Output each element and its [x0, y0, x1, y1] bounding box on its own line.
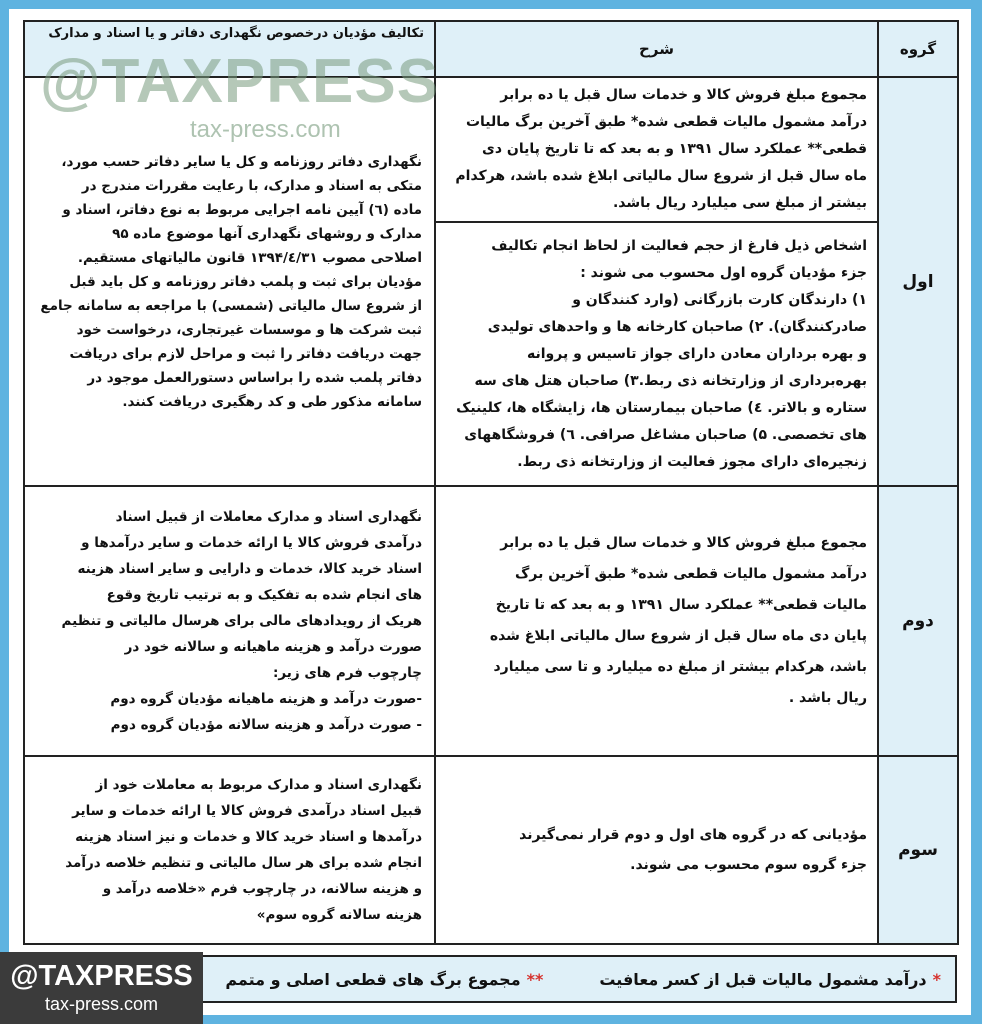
- group2-obligations: [24, 486, 435, 756]
- obligation-line: مؤدیان برای ثبت و پلمب دفاتر روزنامه و کل باید قبل: [69, 273, 422, 290]
- obligation-line: هزینه سالانه گروه سوم»: [256, 907, 422, 923]
- desc-line: ریال باشد .: [788, 690, 867, 706]
- obligation-line: -صورت درآمد و هزینه ماهیانه مؤدیان گروه دوم: [110, 691, 422, 707]
- footnote1-mark: *: [932, 969, 941, 989]
- watermark-handle: @TAXPRESS: [40, 47, 440, 116]
- obligation-line: و هزینه سالانه، در چارچوب فرم «خلاصه درآمد و: [102, 881, 422, 897]
- obligation-line: ماده (٦) آیین نامه اجرایی مربوط به نوع دفاتر، اسناد و: [62, 201, 422, 218]
- badge-site: tax-press.com: [44, 994, 159, 1014]
- obligation-line: درآمدی فروش کالا یا ارائه خدمات و سایر درآمدها و: [81, 535, 422, 551]
- group3-name: سوم: [878, 756, 958, 944]
- obligation-line: دفاتر پلمب شده را براساس دستورالعمل موجود در: [87, 369, 422, 386]
- table-row-group2: [24, 486, 958, 756]
- desc-line: ۱) دارندگان کارت بازرگانی (وارد کنندگان و: [572, 291, 867, 308]
- desc-line: مؤدیانی که در گروه های اول و دوم قرار نمی‌گیرند: [519, 827, 867, 843]
- obligation-line: صورت درآمد و هزینه ماهیانه و سالانه خود در: [124, 639, 422, 655]
- obligation-line: انجام شده برای هر سال مالیاتی و تنظیم خلاصه درآمد: [65, 855, 422, 871]
- footnote1-text: درآمد مشمول مالیات قبل از کسر معافیت: [599, 969, 927, 989]
- desc-line: صادرکنندگان). ۲) صاحبان کارخانه ها و واحدهای تولیدی: [487, 318, 867, 335]
- group2-name: دوم: [878, 486, 958, 756]
- desc-line: درآمد مشمول مالیات قطعی شده* طبق آخرین برگ مالیات: [465, 114, 867, 130]
- desc-line: مجموع مبلغ فروش کالا و خدمات سال قبل یا ده برابر: [500, 87, 867, 103]
- obligation-line: جهت دریافت دفاتر را ثبت و مراحل لازم برای دریافت: [69, 345, 422, 362]
- footnote2-text: مجموع برگ های قطعی اصلی و متمم: [225, 969, 521, 989]
- desc-line: ستاره و بالاتر. ٤) صاحبان بیمارستان ها، زایشگاه ها، کلینیک: [456, 399, 867, 416]
- desc-line: بهره‌برداری از وزارتخانه ذی ربط.۳) صاحبان هتل های سه: [474, 372, 867, 389]
- desc-line: زنجیره‌ای دارای مجوز فعالیت از وزارتخانه ذی ربط.: [517, 453, 867, 470]
- obligation-line: متکی به اسناد و مدارک، با رعایت مقررات مندرج در: [81, 177, 422, 194]
- obligation-line: نگهداری اسناد و مدارک معاملات از قبیل اسناد: [115, 509, 422, 525]
- desc-line: های تخصصی. ۵) صاحبان مشاغل صرافی. ٦) فروشگاههای: [464, 426, 867, 443]
- footnote2-mark: **: [526, 969, 544, 989]
- group3-obligations: [24, 756, 435, 944]
- obligation-line: ثبت شرکت ها و موسسات غیرتجاری، درخواست خود: [76, 321, 422, 338]
- desc-line: باشد، هرکدام بیشتر از مبلغ ده میلیارد و تا سی میلیارد: [493, 659, 867, 675]
- obligation-line: مدارک و روشهای نگهداری آنها موضوع ماده ۹۵: [112, 225, 422, 242]
- obligation-line: چارچوب فرم های زیر:: [272, 665, 422, 681]
- group3-desc: [435, 756, 878, 944]
- desc-line: قطعی** عملکرد سال ۱۳۹۱ و به بعد که تا تاریخ پایان دی: [482, 141, 867, 157]
- taxpress-badge: [0, 952, 203, 1024]
- desc-line: جزء گروه سوم محسوب می شوند.: [630, 857, 867, 873]
- group1-desc-b: [435, 222, 878, 486]
- header-obligations: تکالیف مؤدیان درخصوص نگهداری دفاتر و یا اسناد و مدارک: [24, 21, 435, 77]
- desc-line: ماه سال قبل از شروع سال مالیاتی ابلاغ شده باشد، هرکدام: [455, 168, 867, 184]
- group2-desc: [435, 486, 878, 756]
- desc-line: مجموع مبلغ فروش کالا و خدمات سال قبل یا ده برابر: [500, 535, 867, 551]
- table-row-group1: [24, 77, 958, 222]
- desc-line: مالیات قطعی** عملکرد سال ۱۳۹۱ و به بعد که تا تاریخ: [495, 597, 867, 613]
- group1-desc-a: [435, 77, 878, 222]
- desc-line: و بهره برداران معادن دارای جواز تاسیس و پروانه: [527, 345, 867, 362]
- obligation-line: اسناد خرید کالا، خدمات و دارایی و سایر اسناد هزینه: [77, 561, 422, 577]
- obligation-line: سامانه مذکور طی و کد رهگیری دریافت کنند.: [122, 393, 422, 410]
- table-header-row: [24, 21, 958, 77]
- obligation-line: هریک از رویدادهای مالی برای هرسال مالیاتی و تنظیم: [61, 613, 422, 629]
- obligation-line: اصلاحی مصوب ۱۳۹۴/٤/۳۱ قانون مالیاتهای مستقیم.: [77, 249, 422, 266]
- obligation-line: نگهداری دفاتر روزنامه و کل یا سایر دفاتر حسب مورد،: [61, 153, 422, 170]
- desc-line: جزء مؤدیان گروه اول محسوب می شوند :: [580, 264, 867, 281]
- table-row-group3: [24, 756, 958, 944]
- group1-obligations: [24, 77, 435, 486]
- desc-line: اشخاص ذیل فارغ از حجم فعالیت از لحاظ انجام تکالیف: [491, 237, 867, 254]
- obligation-line: درآمدها و اسناد خرید کالا و خدمات و نیز اسناد هزینه: [75, 829, 422, 845]
- header-description: شرح: [435, 21, 878, 77]
- obligation-line: های انجام شده به تفکیک و به ترتیب تاریخ وقوع: [106, 587, 422, 603]
- obligation-line: قبیل اسناد درآمدی فروش کالا یا ارائه خدمات و سایر: [72, 803, 422, 819]
- obligation-line: - صورت درآمد و هزینه سالانه مؤدیان گروه دوم: [110, 717, 422, 733]
- tax-groups-table: [23, 20, 959, 945]
- desc-line: درآمد مشمول مالیات قطعی شده* طبق آخرین برگ: [515, 566, 867, 582]
- desc-line: پایان دی ماه سال قبل از شروع سال مالیاتی ابلاغ شده: [489, 628, 867, 644]
- badge-handle: @TAXPRESS: [10, 960, 193, 992]
- group1-name: اول: [878, 77, 958, 486]
- obligation-line: نگهداری اسناد و مدارک مربوط به معاملات خود از: [95, 777, 422, 793]
- desc-line: بیشتر از مبلغ سی میلیارد ریال باشد.: [612, 195, 867, 211]
- header-group: گروه: [878, 21, 958, 77]
- watermark-site: tax-press.com: [190, 116, 341, 143]
- obligation-line: از شروع سال مالیاتی (شمسی) با مراجعه به سامانه جامع: [40, 297, 422, 314]
